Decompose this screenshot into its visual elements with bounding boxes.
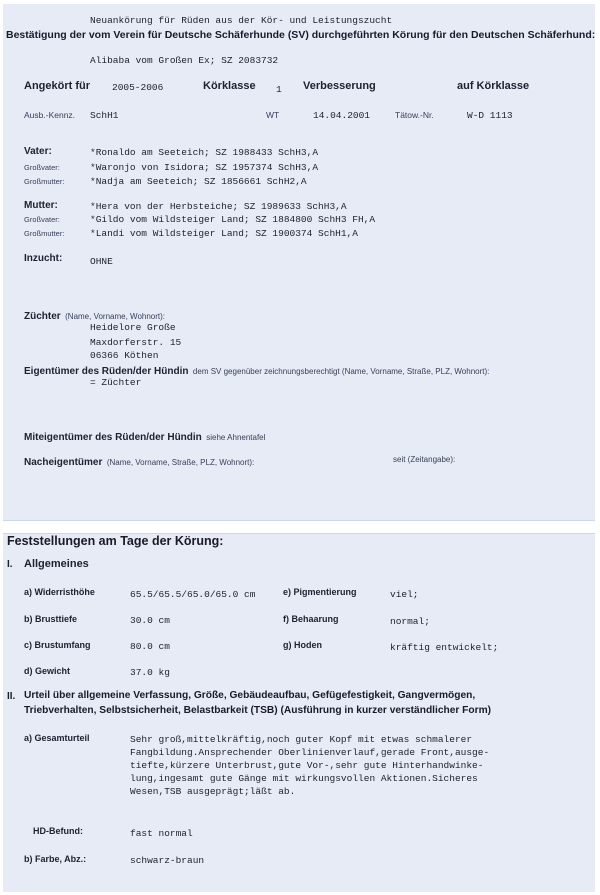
zuechter-line-1: Heidelore Große xyxy=(90,322,176,333)
hoden-label: g) Hoden xyxy=(283,640,322,650)
vater-grossmutter-value: *Nadja am Seeteich; SZ 1856661 SchH2,A xyxy=(90,176,307,187)
taetow-value: W-D 1113 xyxy=(467,110,513,121)
miteigentuemer-label: Miteigentümer des Rüden/der Hündin xyxy=(24,432,202,443)
section-2-title-line-2: Triebverhalten, Selbstsicherheit, Belastbarkeit (TSB) (Ausführung in kurzer verständlicher Form) xyxy=(24,705,492,716)
vater-value: *Ronaldo am Seeteich; SZ 1988433 SchH3,A xyxy=(90,147,319,158)
widerristhoehe-label: a) Widerristhöhe xyxy=(24,587,95,597)
mutter-grossmutter-label: Großmutter: xyxy=(24,229,65,238)
header-line-1: Neuankörung für Rüden aus der Kör- und Leistungszucht xyxy=(90,15,393,26)
feststellungen-title: Feststellungen am Tage der Körung: xyxy=(7,534,224,548)
vater-grossvater-label: Großvater: xyxy=(24,163,60,172)
nacheigentuemer-heading xyxy=(24,452,254,470)
gesamturteil-label: a) Gesamturteil xyxy=(24,733,90,743)
miteigentuemer-heading xyxy=(24,427,265,445)
brustumfang-value: 80.0 cm xyxy=(130,641,170,652)
gesamturteil-line-1: Sehr groß,mittelkräftig,noch guter Kopf mit etwas schmalerer xyxy=(130,734,473,745)
mutter-grossvater-label: Großvater: xyxy=(24,215,60,224)
mutter-value: *Hera von der Herbsteiche; SZ 1989633 SchH3,A xyxy=(90,201,347,212)
eigentuemer-sub: dem SV gegenüber zeichnungsberechtigt (Name, Vorname, Straße, PLZ, Wohnort): xyxy=(192,367,490,376)
brustumfang-label: c) Brustumfang xyxy=(24,640,91,650)
zuechter-line-2: Maxdorferstr. 15 xyxy=(90,337,182,348)
zuechter-line-3: 06366 Köthen xyxy=(90,350,159,361)
gesamturteil-line-3: tiefte,kürzere Unterbrust,gute Vor-,sehr gute Hinterhandwinke- xyxy=(130,760,484,771)
nacheigentuemer-seit-label: seit (Zeitangabe): xyxy=(393,455,456,464)
mutter-grossmutter-value: *Landi vom Wildsteiger Land; SZ 1900374 SchH1,A xyxy=(90,228,358,239)
mutter-label: Mutter: xyxy=(24,200,58,211)
eigentuemer-label: Eigentümer des Rüden/der Hündin xyxy=(24,366,189,377)
mutter-grossvater-value: *Gildo vom Wildsteiger Land; SZ 1884800 SchH3 FH,A xyxy=(90,214,376,225)
wt-value: 14.04.2001 xyxy=(313,110,371,121)
farbe-label: b) Farbe, Abz.: xyxy=(24,854,87,864)
pigmentierung-value: viel; xyxy=(390,589,419,600)
gewicht-label: d) Gewicht xyxy=(24,666,71,676)
gewicht-value: 37.0 kg xyxy=(130,667,170,678)
vater-grossmutter-label: Großmutter: xyxy=(24,177,65,186)
widerristhoehe-value: 65.5/65.5/65.0/65.0 cm xyxy=(130,589,256,600)
inzucht-label: Inzucht: xyxy=(24,253,63,264)
dog-name: Alibaba vom Großen Ex; SZ 2083732 xyxy=(90,55,279,66)
inzucht-value: OHNE xyxy=(90,256,113,267)
section-1-title: Allgemeines xyxy=(24,558,89,570)
koerklasse-value: 1 xyxy=(276,84,282,95)
brusttiefe-value: 30.0 cm xyxy=(130,615,170,626)
section-2-number: II. xyxy=(7,691,16,702)
behaarung-value: normal; xyxy=(390,616,430,627)
gesamturteil-text xyxy=(130,733,489,798)
ausb-kennz-label: Ausb.-Kennz. xyxy=(24,110,76,120)
angekoert-label: Angekört für xyxy=(24,80,90,92)
header-line-2: Bestätigung der vom Verein für Deutsche Schäferhunde (SV) durchgeführten Körung für den Deutschen Schäferhund: xyxy=(6,29,596,41)
section-1-number: I. xyxy=(7,559,13,570)
angekoert-value: 2005-2006 xyxy=(112,82,164,93)
eigentuemer-value: = Züchter xyxy=(90,377,142,388)
behaarung-label: f) Behaarung xyxy=(283,614,339,624)
auf-koerklasse-label: auf Körklasse xyxy=(457,80,530,92)
miteigentuemer-sub: siehe Ahnentafel xyxy=(206,433,266,442)
gesamturteil-line-4: lung,ingesamt gute Gänge mit wirkungsvollen Aktionen.Sicheres xyxy=(130,773,478,784)
nacheigentuemer-sub: (Name, Vorname, Straße, PLZ, Wohnort): xyxy=(106,458,255,467)
taetow-label: Tätow.-Nr. xyxy=(395,110,434,120)
zuechter-label: Züchter xyxy=(24,311,61,322)
gesamturteil-line-5: Wesen,TSB ausgeprägt;läßt ab. xyxy=(130,786,296,797)
hd-befund-value: fast normal xyxy=(130,828,193,839)
ausb-kennz-value: SchH1 xyxy=(90,110,119,121)
section-2-title-line-1: Urteil über allgemeine Verfassung, Größe, Gebäudeaufbau, Gefügefestigkeit, Gangvermögen, xyxy=(24,690,476,701)
nacheigentuemer-label: Nacheigentümer xyxy=(24,457,103,468)
verbesserung-label: Verbesserung xyxy=(303,80,376,92)
pigmentierung-label: e) Pigmentierung xyxy=(283,587,357,597)
hoden-value: kräftig entwickelt; xyxy=(390,642,499,653)
farbe-value: schwarz-braun xyxy=(130,855,205,866)
vater-grossvater-value: *Waronjo von Isidora; SZ 1957374 SchH3,A xyxy=(90,162,319,173)
koerklasse-label: Körklasse xyxy=(203,80,256,92)
vater-label: Vater: xyxy=(24,146,52,157)
wt-label: WT xyxy=(266,110,280,120)
zuechter-sub: (Name, Vorname, Wohnort): xyxy=(65,312,166,321)
gesamturteil-line-2: Fangbildung.Ansprechender Oberlinienverlauf,gerade Front,ausge- xyxy=(130,747,490,758)
brusttiefe-label: b) Brusttiefe xyxy=(24,614,78,624)
hd-befund-label: HD-Befund: xyxy=(33,826,83,836)
